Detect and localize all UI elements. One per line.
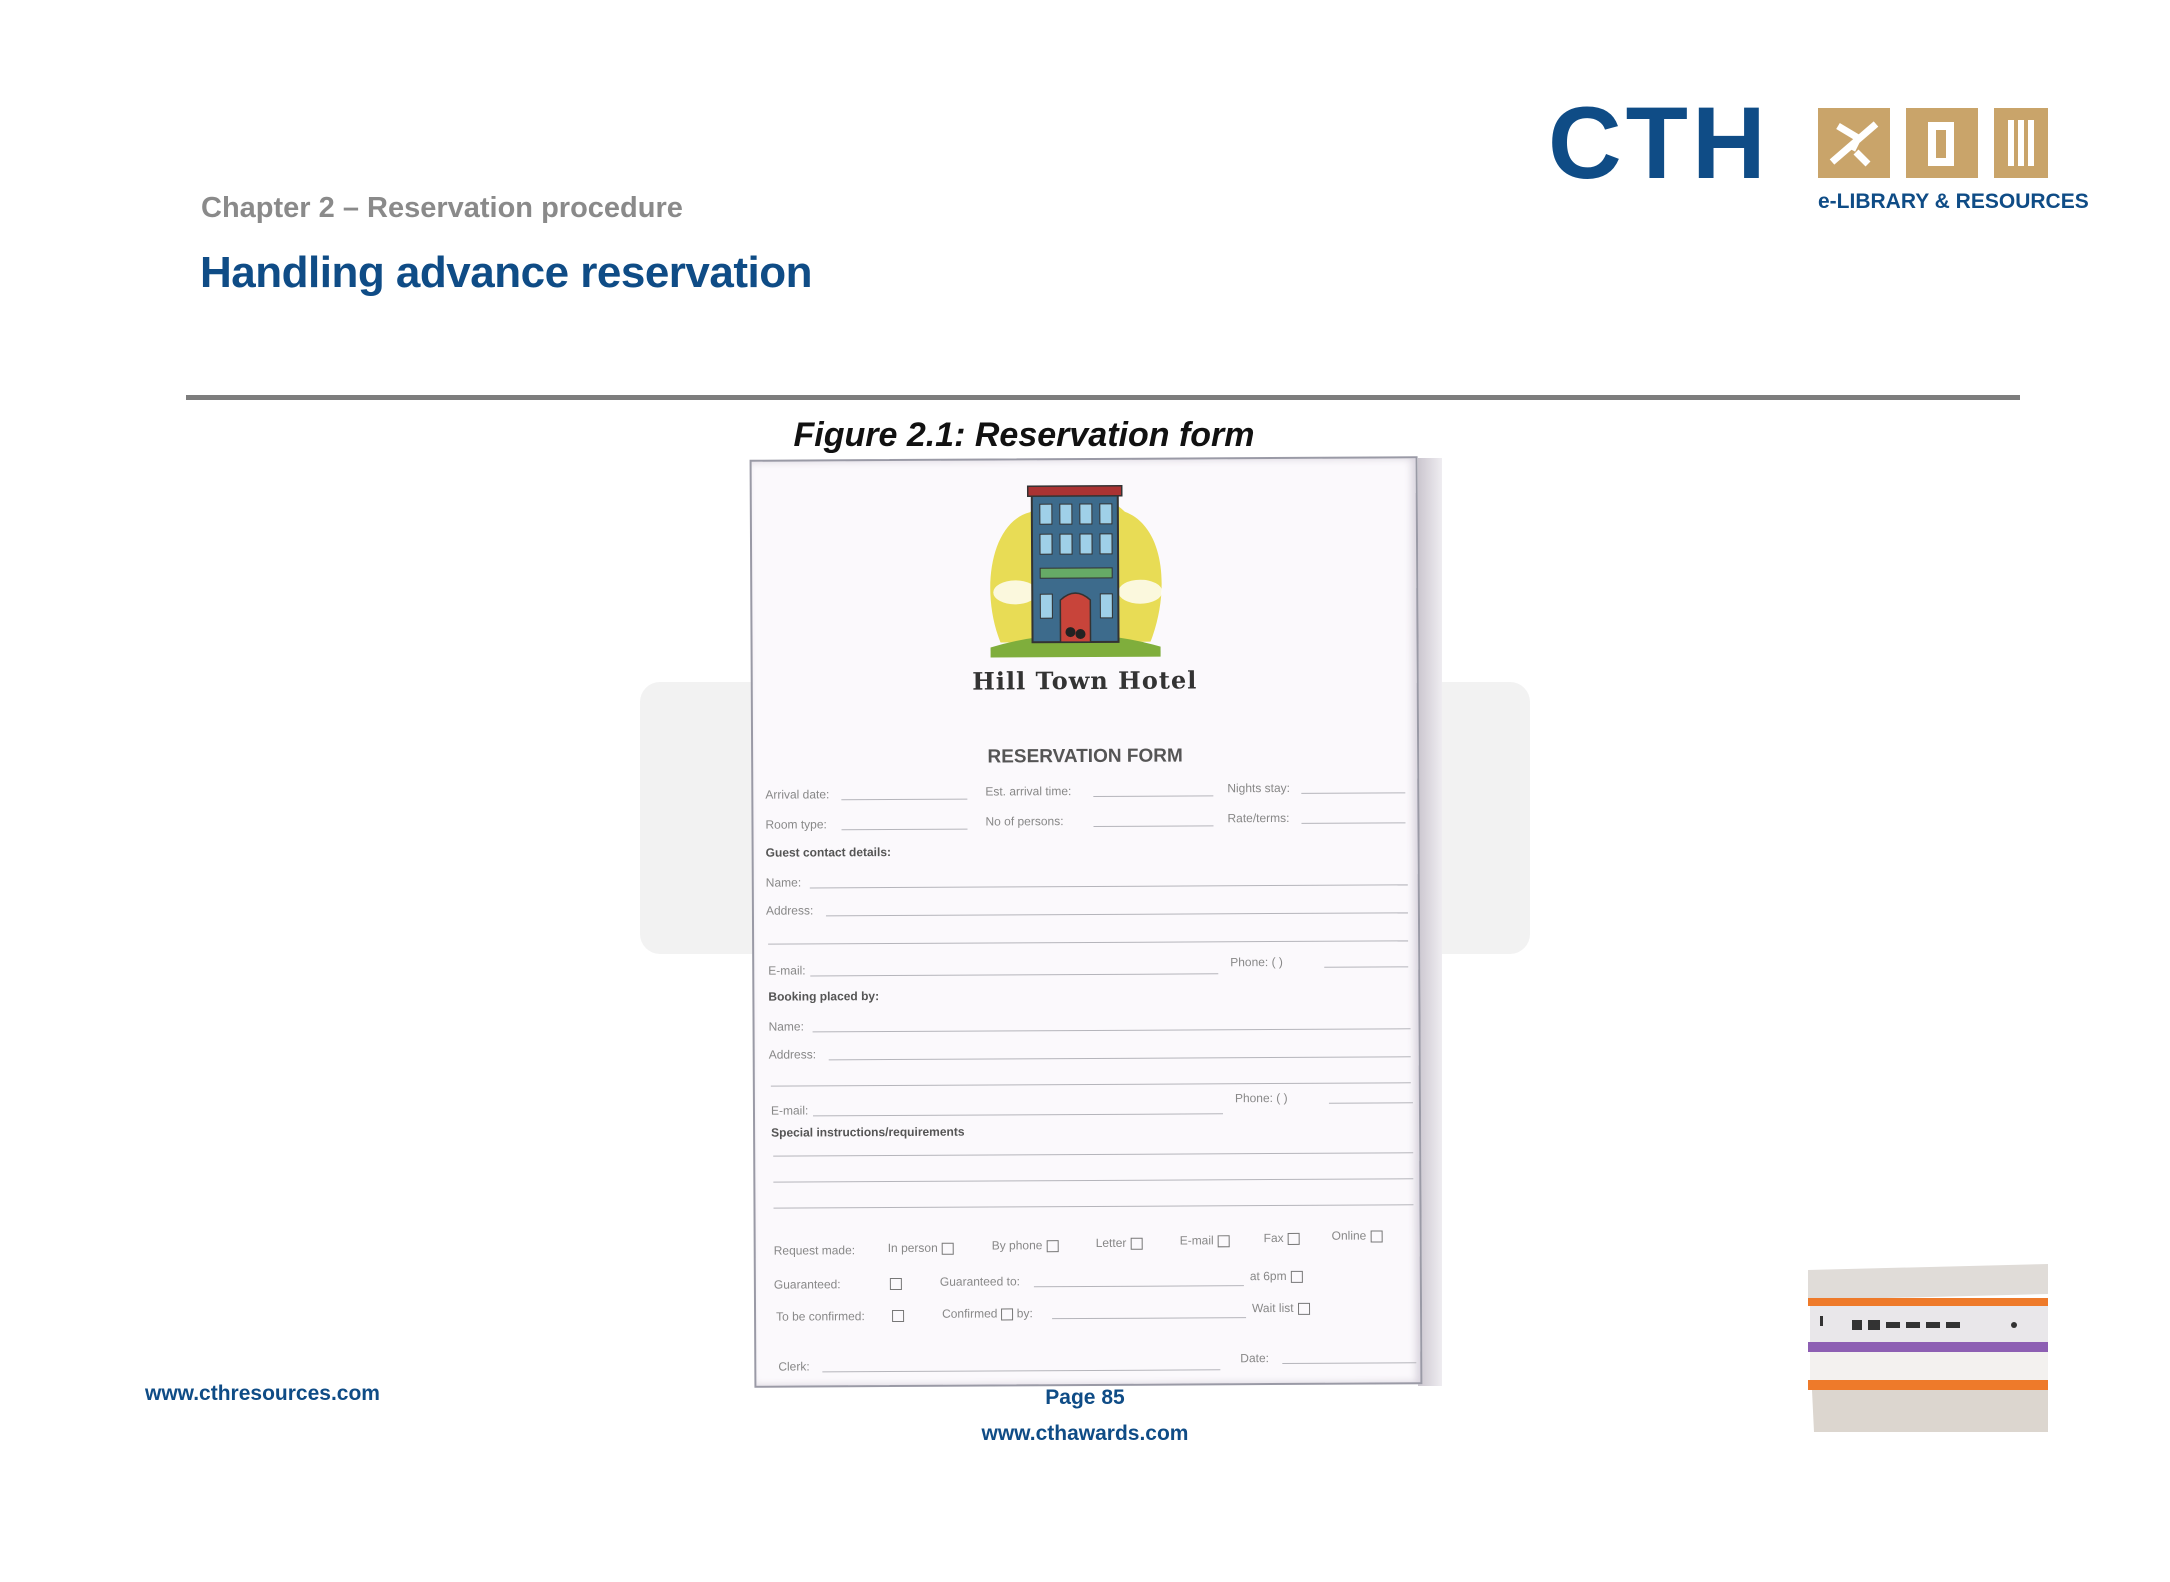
request-option: Online: [1332, 1228, 1383, 1242]
arrival-time-label: Est. arrival time:: [985, 784, 1072, 799]
checkbox-icon: [942, 1243, 954, 1255]
form-line: [842, 829, 968, 831]
form-line: [822, 1369, 1220, 1372]
airplane-icon: [1818, 108, 1890, 178]
cth-logo: CTH: [1548, 86, 1770, 200]
form-line: [773, 1204, 1413, 1208]
request-option: In person: [888, 1241, 954, 1255]
logo-subtitle: e-LIBRARY & RESOURCES: [1818, 190, 2089, 213]
form-line: [810, 973, 1218, 976]
form-title: RESERVATION FORM: [987, 745, 1183, 768]
request-option: Letter: [1096, 1236, 1143, 1250]
form-line: [1301, 822, 1405, 824]
books-icon: [1994, 108, 2048, 178]
persons-label: No of persons:: [985, 814, 1064, 829]
guest-section-label: Guest contact details:: [765, 845, 892, 860]
form-line: [1093, 825, 1213, 827]
building-icon: [1906, 108, 1978, 178]
form-line: [1301, 792, 1405, 794]
figure-caption: Figure 2.1: Reservation form: [793, 416, 1255, 454]
checkbox-icon: [892, 1310, 904, 1322]
footer-resources-link[interactable]: www.cthresources.com: [145, 1382, 380, 1405]
form-line: [773, 1178, 1413, 1182]
guest-address-label: Address:: [765, 903, 814, 918]
checkbox-icon: [1046, 1240, 1058, 1252]
form-line: [1329, 1102, 1413, 1103]
guest-phone-label: Phone: ( ): [1230, 954, 1283, 970]
booking-section-label: Booking placed by:: [768, 989, 880, 1004]
date-label: Date:: [1240, 1351, 1270, 1366]
form-line: [810, 884, 1408, 888]
clerk-label: Clerk:: [778, 1359, 810, 1374]
form-line: [813, 1028, 1411, 1032]
rate-terms-label: Rate/terms:: [1227, 810, 1290, 826]
page-title: Handling advance reservation: [200, 248, 812, 297]
request-option: By phone: [992, 1238, 1059, 1252]
form-line: [826, 912, 1408, 916]
form-line: [1324, 966, 1408, 967]
checkbox-icon: [1370, 1230, 1382, 1242]
footer-awards-link[interactable]: www.cthawards.com: [981, 1422, 1189, 1445]
request-made-label: Request made:: [773, 1243, 856, 1258]
booking-name-label: Name:: [768, 1019, 804, 1034]
header-divider: [186, 395, 2020, 400]
page-number: Page 85: [1045, 1386, 1125, 1409]
arrival-date-label: Arrival date:: [765, 787, 830, 802]
to-be-confirmed-checkbox: [888, 1307, 904, 1325]
reservation-form-image: [750, 456, 1423, 1387]
checkbox-icon: [1218, 1235, 1230, 1247]
form-line: [1282, 1362, 1416, 1364]
booking-address-label: Address:: [768, 1047, 817, 1062]
checkbox-icon: [1001, 1308, 1013, 1320]
checkbox-icon: [1130, 1238, 1142, 1250]
room-type-label: Room type:: [765, 817, 827, 832]
form-line: [829, 1056, 1411, 1060]
request-option: Fax: [1264, 1231, 1300, 1245]
checkbox-icon: [1288, 1233, 1300, 1245]
form-line: [813, 1113, 1223, 1116]
hotel-building-icon: [980, 482, 1171, 668]
form-line: [768, 940, 1408, 944]
form-line: [771, 1082, 1411, 1086]
to-be-confirmed-label: To be confirmed:: [776, 1309, 865, 1324]
wait-list-label: Wait list: [1252, 1301, 1310, 1315]
nights-stay-label: Nights stay:: [1227, 780, 1291, 796]
form-line: [1034, 1285, 1244, 1287]
checkbox-icon: [890, 1278, 902, 1290]
special-section-label: Special instructions/requirements: [771, 1124, 965, 1140]
form-line: [1093, 795, 1213, 797]
form-line: [1052, 1317, 1246, 1319]
confirmed-label: Confirmed by:: [942, 1306, 1033, 1321]
form-line: [841, 799, 967, 801]
at-6pm-label: at 6pm: [1250, 1269, 1303, 1283]
guaranteed-checkbox: [886, 1275, 902, 1293]
guest-name-label: Name:: [765, 875, 802, 890]
booking-phone-label: Phone: ( ): [1234, 1090, 1288, 1106]
form-line: [773, 1152, 1413, 1156]
guaranteed-label: Guaranteed:: [773, 1277, 841, 1292]
checkbox-icon: [1298, 1303, 1310, 1315]
chapter-heading: Chapter 2 – Reservation procedure: [201, 192, 683, 224]
guaranteed-to-label: Guaranteed to:: [939, 1274, 1020, 1289]
book-stack-image: [1808, 1264, 2048, 1432]
booking-email-label: E-mail:: [770, 1103, 809, 1118]
checkbox-icon: [1291, 1271, 1303, 1283]
request-option: E-mail: [1180, 1233, 1230, 1247]
hotel-name: Hill Town Hotel: [972, 665, 1198, 696]
guest-email-label: E-mail:: [768, 963, 806, 978]
